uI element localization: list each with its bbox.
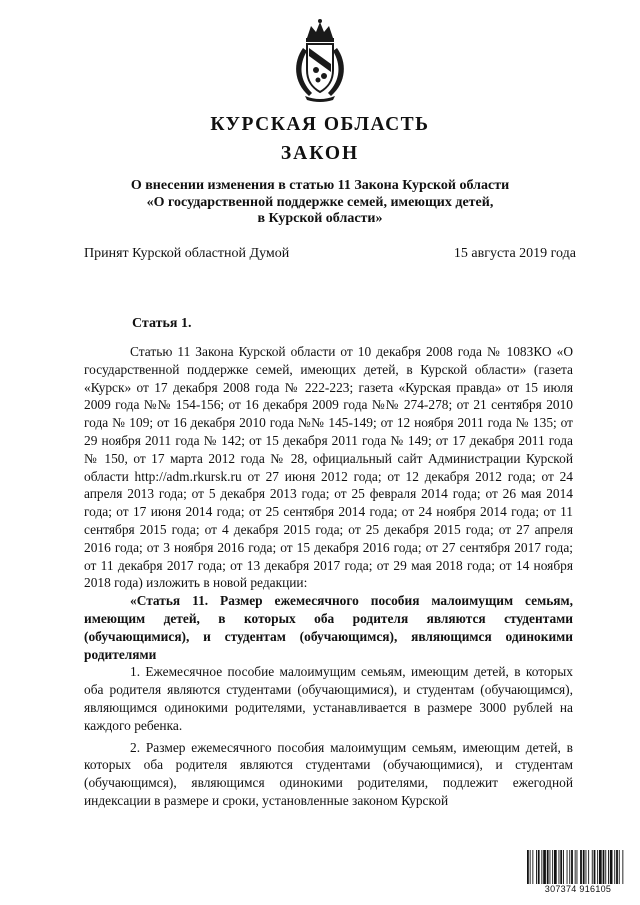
barcode-number: 307374 916105 (544, 884, 612, 894)
barcode-bar (550, 850, 551, 884)
barcode-bar (575, 850, 576, 884)
barcode-bar (603, 850, 605, 884)
article-title: Статья 1. (132, 316, 192, 331)
region-heading: КУРСКАЯ ОБЛАСТЬ (210, 114, 430, 135)
subtitle-line: в Курской области» (257, 211, 383, 226)
article-paragraph-2: 2. Размер ежемесячного пособия малоимущим семьям, имеющим детей, в которых оба родителя являются студентами (обучающимися), и студентам (обучающимся), являющимся одинокими родителями, подлежит ежегодной индексации в размере и сроки, установленные законом Курской (84, 739, 573, 808)
barcode-bar (569, 850, 570, 884)
barcode-bar (614, 850, 615, 884)
subtitle-line: О внесении изменения в статью 11 Закона Курской области (130, 178, 510, 193)
barcode-bar (563, 850, 564, 884)
barcode-bar (530, 850, 531, 884)
coat-of-arms-emblem (289, 18, 351, 102)
barcode-bar (560, 850, 562, 884)
article-intro-paragraph: Статью 11 Закона Курской области от 10 декабря 2008 года № 108ЗКО «О государственной поддержке семей, имеющих детей, в Курской области» (газета «Курск» от 17 декабря 2008 года № 222-223; газета «Курская правда» от 15 июля 2009 года №№ 154-156; от 16 декабря 2009 года №№ 274-278; от 21 сентября 2010 года № 109; от 16 декабря 2010 года №№ 145-149; от 12 ноября 2011 года № 135; от 29 ноября 2011 года № 142; от 15 декабря 2011 года № 149; от 17 декабря 2011 года № 150, от 17 марта 2012 года № 28, официальный сайт Администрации Курской области http://adm.rkursk.ru от 27 июня 2012 года; от 12 декабря 2012 года; от 24 апреля 2013 года; от 5 декабря 2013 года; от 25 февраля 2014 года; от 26 мая 2014 года; от 17 июня 2014 года; от 25 сентября 2014 года; от 24 ноября 2014 года; от 11 сентября 2015 года; от 4 декабря 2015 года; от 25 декабря 2015 года; от 27 апреля 2016 года; от 3 ноября 2016 года; от 15 декабря 2016 года; от 27 сентября 2017 года; от 11 декабря 2017 года; от 13 декабря 2017 года; от 29 мая 2018 года; от 14 ноября 2018 года) изложить в новой редакции: (84, 344, 573, 591)
barcode-bar (552, 850, 553, 884)
barcode-bars (526, 850, 626, 884)
barcode-bar (577, 850, 578, 884)
barcode-bar (599, 850, 602, 884)
barcode-bar (527, 850, 529, 884)
document-type-heading: ЗАКОН (280, 143, 360, 164)
subtitle-line: «О государственной поддержке семей, имеющих детей, (146, 194, 494, 210)
barcode-bar (547, 850, 549, 884)
barcode-bar (541, 850, 542, 884)
barcode-bar (588, 850, 589, 884)
adoption-line (84, 246, 576, 262)
barcode-bar (554, 850, 557, 884)
adopted-date: 15 августа 2019 года (453, 246, 576, 261)
barcode-bar (536, 850, 537, 884)
barcode-bar (619, 850, 620, 884)
adopted-by: Принят Курской областной Думой (84, 246, 290, 261)
barcode-bar (610, 850, 613, 884)
barcode-bar (622, 850, 623, 884)
article-body (84, 343, 573, 810)
document-barcode (526, 850, 630, 898)
quoted-article-title: «Статья 11. Размер ежемесячного пособия малоимущим семьям, имеющим детей, в которых оба родителя являются студентами (обучающимися), и студентам (обучающимся), являющимся одинокими родителями (84, 593, 573, 662)
barcode-bar (597, 850, 598, 884)
barcode-bar (605, 850, 606, 884)
barcode-bar (580, 850, 582, 884)
barcode-bar (616, 850, 618, 884)
barcode-bar (559, 850, 560, 884)
barcode-bar (543, 850, 546, 884)
law-subtitle (0, 178, 640, 228)
barcode-bar (532, 850, 533, 884)
barcode-bar (608, 850, 609, 884)
barcode-bar (594, 850, 596, 884)
article-paragraph-1: 1. Ежемесячное пособие малоимущим семьям, имеющим детей, в которых оба родителя являются студентами (обучающимися), и студентам (обучающимся), являющимся одинокими родителями, устанавливается в размере 3000 рублей на каждого ребенка. (84, 664, 573, 733)
barcode-bar (586, 850, 587, 884)
barcode-bar (583, 850, 585, 884)
barcode-bar (538, 850, 540, 884)
barcode-bar (592, 850, 593, 884)
barcode-bar (571, 850, 573, 884)
barcode-bar (567, 850, 568, 884)
